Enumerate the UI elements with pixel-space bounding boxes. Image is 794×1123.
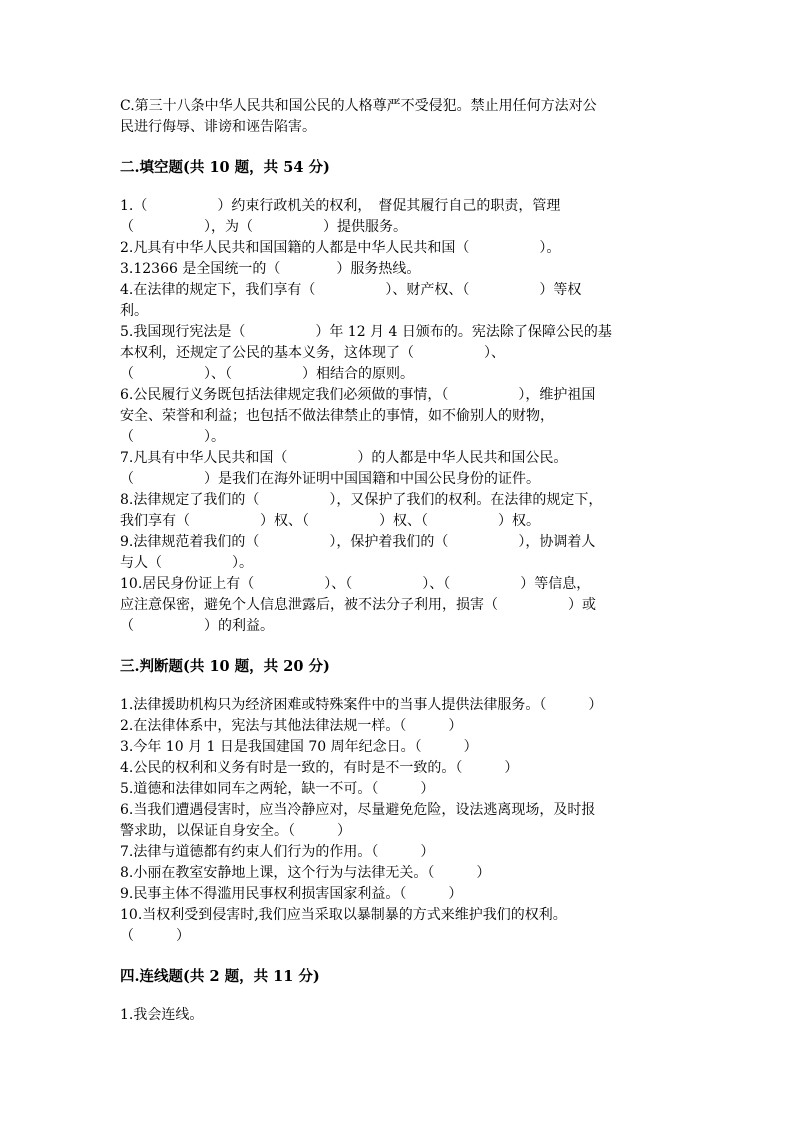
fill-line: （ ），为（ ）提供服务。 bbox=[120, 219, 407, 235]
fill-line: （ ）是我们在海外证明中国国籍和中国公民身份的证件。 bbox=[120, 471, 540, 487]
fill-line: 9.法律规范着我们的（ ），保护着我们的（ ），协调着人 bbox=[120, 534, 596, 550]
judge-line: 3.今年 10 月 1 日是我国建国 70 周年纪念日。（ ） bbox=[120, 739, 478, 755]
fill-line: （ ）、（ ）相结合的原则。 bbox=[120, 366, 414, 382]
fill-line: 应注意保密，避免个人信息泄露后，被不法分子利用，损害（ ）或 bbox=[120, 597, 596, 613]
match-line: 1.我会连线。 bbox=[120, 1007, 204, 1023]
fill-line: 利。 bbox=[120, 303, 148, 319]
judge-line: 4.公民的权利和义务有时是一致的，有时是不一致的。（ ） bbox=[120, 760, 519, 776]
section-3-title: 三.判断题(共 10 题，共 20 分) bbox=[120, 658, 330, 675]
fill-line: 2.凡具有中华人民共和国国籍的人都是中华人民共和国（ ）。 bbox=[120, 240, 561, 256]
judge-line: 9.民事主体不得滥用民事权利损害国家利益。（ ） bbox=[120, 886, 463, 902]
fill-line: 我们享有（ ）权、（ ）权、（ ）权。 bbox=[120, 513, 540, 529]
judge-line: （ ） bbox=[120, 928, 190, 944]
section-4-questions bbox=[120, 1005, 680, 1026]
fill-line: 8.法律规定了我们的（ ），又保护了我们的权利。在法律的规定下， bbox=[120, 492, 603, 508]
fill-line: 7.凡具有中华人民共和国（ ）的人都是中华人民共和国公民。 bbox=[120, 450, 568, 466]
judge-line: 6.当我们遭遇侵害时，应当冷静应对，尽量避免危险，设法逃离现场，及时报 bbox=[120, 802, 596, 818]
judge-line: 2.在法律体系中，宪法与其他法律法规一样。（ ） bbox=[120, 718, 463, 734]
judge-line: 7.法律与道德都有约束人们行为的作用。（ ） bbox=[120, 844, 435, 860]
fill-line: 安全、荣誉和利益；也包括不做法律禁止的事情，如不偷别人的财物， bbox=[120, 408, 554, 424]
section-4-title: 四.连线题(共 2 题，共 11 分) bbox=[120, 968, 320, 985]
judge-line: 10.当权利受到侵害时,我们应当采取以暴制暴的方式来维护我们的权利。 bbox=[120, 907, 567, 923]
judge-line: 8.小丽在教室安静地上课，这个行为与法律无关。（ ） bbox=[120, 865, 491, 881]
fill-line: 10.居民身份证上有（ ）、（ ）、（ ）等信息， bbox=[120, 576, 591, 592]
fill-line: 与人（ ）。 bbox=[120, 555, 253, 571]
section-3-questions bbox=[120, 695, 680, 947]
judge-line: 警求助，以保证自身安全。（ ） bbox=[120, 823, 351, 839]
exam-page bbox=[120, 96, 680, 1026]
fill-line: 4.在法律的规定下，我们享有（ ）、财产权、（ ）等权 bbox=[120, 282, 582, 298]
fill-line: 6.公民履行义务既包括法律规定我们必须做的事情，（ ），维护祖国 bbox=[120, 387, 596, 403]
judge-line: 1.法律援助机构只为经济困难或特殊案件中的当事人提供法律服务。（ ） bbox=[120, 697, 603, 713]
fill-line: （ ）。 bbox=[120, 429, 225, 445]
fill-line: 1.（ ）约束行政机关的权利， 督促其履行自己的职责，管理 bbox=[120, 198, 561, 214]
fill-line: 5.我国现行宪法是（ ）年 12 月 4 日颁布的。宪法除了保障公民的基 bbox=[120, 324, 612, 340]
section-2-questions bbox=[120, 196, 680, 637]
judge-line: 5.道德和法律如同车之两轮，缺一不可。（ ） bbox=[120, 781, 435, 797]
intro-line-2: 民进行侮辱、诽谤和诬告陷害。 bbox=[120, 119, 316, 135]
section-2-title: 二.填空题(共 10 题，共 54 分) bbox=[120, 159, 330, 176]
fill-line: 3.12366 是全国统一的（ ）服务热线。 bbox=[120, 261, 421, 277]
intro-line-1: C.第三十八条中华人民共和国公民的人格尊严不受侵犯。禁止用任何方法对公 bbox=[120, 98, 597, 114]
fill-line: （ ）的利益。 bbox=[120, 618, 274, 634]
fill-line: 本权利，还规定了公民的基本义务，这体现了（ ）、 bbox=[120, 345, 505, 361]
